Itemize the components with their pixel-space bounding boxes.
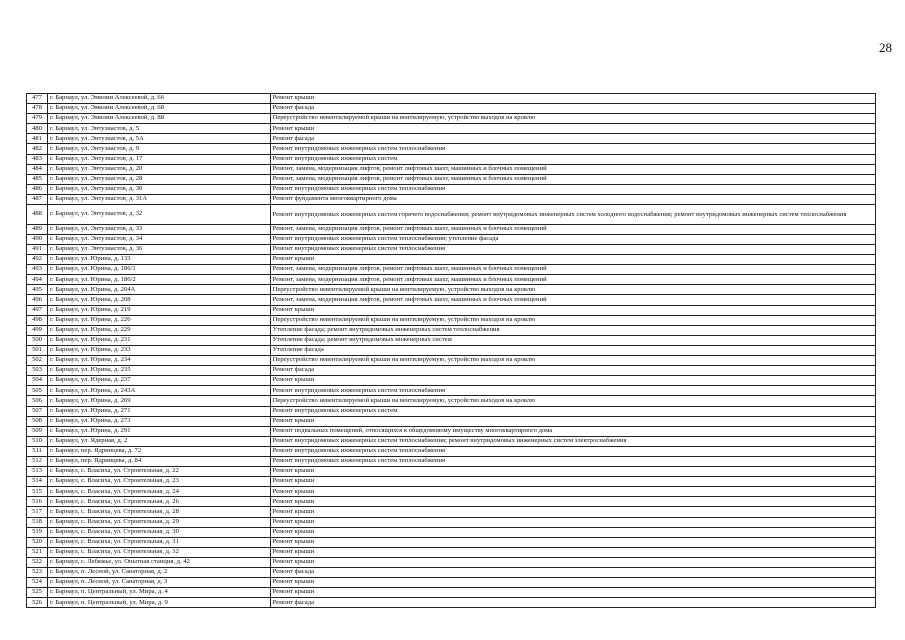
work-type-cell: Утепление фасада; ремонт внутридомовых инженерных систем теплоснабжения — [270, 325, 875, 335]
address-cell: г. Барнаул, с. Власиха, ул. Строительная, д. 29 — [48, 517, 271, 527]
address-cell: г. Барнаул, ул. Юрина, д. 186/2 — [48, 275, 271, 285]
row-number-cell: 508 — [27, 416, 48, 426]
address-cell: г. Барнаул, ул. Энтузиастов, д. 5 — [48, 124, 271, 134]
row-number-cell: 490 — [27, 234, 48, 244]
table-row — [27, 104, 876, 114]
work-type-cell: Ремонт, замена, модернизация лифтов, ремонт лифтовых шахт, машинных и блочных помещений — [270, 265, 875, 275]
row-number-cell: 509 — [27, 426, 48, 436]
address-cell: г. Барнаул, пер. Ядринцева, д. 84 — [48, 456, 271, 466]
table-row — [27, 124, 876, 134]
table-row — [27, 255, 876, 265]
address-cell: г. Барнаул, с. Власиха, ул. Строительная, д. 24 — [48, 487, 271, 497]
work-type-cell: Ремонт фасада — [270, 568, 875, 578]
work-type-cell: Ремонт крыши — [270, 94, 875, 104]
row-number-cell: 499 — [27, 325, 48, 335]
address-cell: г. Барнаул, ул. Энтузиастов, д. 36 — [48, 245, 271, 255]
address-cell: г. Барнаул, ул. Эмилии Алексеевой, д. 68 — [48, 104, 271, 114]
work-type-cell: Ремонт внутридомовых инженерных систем теплоснабжения — [270, 456, 875, 466]
row-number-cell: 512 — [27, 456, 48, 466]
address-cell: г. Барнаул, ул. Юрина, д. 204А — [48, 285, 271, 295]
table-row — [27, 416, 876, 426]
row-number-cell: 506 — [27, 396, 48, 406]
table-row — [27, 285, 876, 295]
table-row — [27, 568, 876, 578]
address-cell: г. Барнаул, пер. Ядринцева, д. 72 — [48, 446, 271, 456]
work-type-cell: Ремонт внутридомовых инженерных систем — [270, 154, 875, 164]
work-type-cell: Ремонт внутридомовых инженерных систем теплоснабжения; утепление фасада — [270, 234, 875, 244]
address-cell: г. Барнаул, с. Власиха, ул. Строительная, д. 23 — [48, 477, 271, 487]
work-type-cell: Ремонт крыши — [270, 578, 875, 588]
work-type-cell: Переустройство невентилируемой крыши на вентилируемую, устройство выходов на кровлю — [270, 356, 875, 366]
row-number-cell: 493 — [27, 265, 48, 275]
row-number-cell: 479 — [27, 114, 48, 124]
row-number-cell: 483 — [27, 154, 48, 164]
work-type-cell: Ремонт крыши — [270, 487, 875, 497]
work-type-cell: Утепление фасада; ремонт внутридомовых инженерных систем — [270, 335, 875, 345]
row-number-cell: 523 — [27, 568, 48, 578]
work-type-cell: Ремонт фасада — [270, 104, 875, 114]
table-row — [27, 205, 876, 225]
table-row — [27, 265, 876, 275]
repair-schedule-table — [26, 93, 876, 608]
address-cell: г. Барнаул, п. Центральный, ул. Мира, д. 4 — [48, 588, 271, 598]
table-row — [27, 164, 876, 174]
table-row — [27, 295, 876, 305]
row-number-cell: 494 — [27, 275, 48, 285]
table-row — [27, 325, 876, 335]
row-number-cell: 502 — [27, 356, 48, 366]
work-type-cell: Ремонт крыши — [270, 305, 875, 315]
address-cell: г. Барнаул, ул. Юрина, д. 219 — [48, 305, 271, 315]
work-type-cell: Ремонт, замена, модернизация лифтов, ремонт лифтовых шахт, машинных и блочных помещений — [270, 295, 875, 305]
work-type-cell: Ремонт внутридомовых инженерных систем теплоснабжения — [270, 446, 875, 456]
row-number-cell: 505 — [27, 386, 48, 396]
work-type-cell: Ремонт фасада — [270, 598, 875, 608]
address-cell: г. Барнаул, ул. Юрина, д. 269 — [48, 396, 271, 406]
table-row — [27, 588, 876, 598]
table-row — [27, 446, 876, 456]
row-number-cell: 492 — [27, 255, 48, 265]
row-number-cell: 514 — [27, 477, 48, 487]
table-row — [27, 366, 876, 376]
work-type-cell: Ремонт внутридомовых инженерных систем теплоснабжения — [270, 184, 875, 194]
table-row — [27, 275, 876, 285]
work-type-cell: Ремонт крыши — [270, 547, 875, 557]
table-row — [27, 345, 876, 355]
row-number-cell: 510 — [27, 436, 48, 446]
work-type-cell: Утепление фасада — [270, 345, 875, 355]
row-number-cell: 497 — [27, 305, 48, 315]
row-number-cell: 518 — [27, 517, 48, 527]
table-row — [27, 386, 876, 396]
table-row — [27, 114, 876, 124]
address-cell: г. Барнаул, ул. Юрина, д. 229 — [48, 325, 271, 335]
work-type-cell: Ремонт крыши — [270, 416, 875, 426]
work-type-cell: Переустройство невентилируемой крыши на вентилируемую, устройство выходов на кровлю — [270, 396, 875, 406]
work-type-cell: Ремонт фундамента многоквартирного дома — [270, 194, 875, 204]
work-type-cell: Переустройство невентилируемой крыши на вентилируемую, устройство выходов на кровлю — [270, 114, 875, 124]
table-row — [27, 547, 876, 557]
work-type-cell: Ремонт крыши — [270, 527, 875, 537]
address-cell: г. Барнаул, ул. Энтузиастов, д. 34 — [48, 234, 271, 244]
address-cell: г. Барнаул, ул. Юрина, д. 291 — [48, 426, 271, 436]
table-row — [27, 557, 876, 567]
work-type-cell: Ремонт внутридомовых инженерных систем теплоснабжения — [270, 245, 875, 255]
address-cell: г. Барнаул, ул. Энтузиастов, д. 33 — [48, 224, 271, 234]
work-type-cell: Ремонт, замена, модернизация лифтов, ремонт лифтовых шахт, машинных и блочных помещений — [270, 224, 875, 234]
address-cell: г. Барнаул, ул. Энтузиастов, д. 31А — [48, 194, 271, 204]
address-cell: г. Барнаул, с. Власиха, ул. Строительная, д. 30 — [48, 527, 271, 537]
row-number-cell: 496 — [27, 295, 48, 305]
row-number-cell: 480 — [27, 124, 48, 134]
address-cell: г. Барнаул, ул. Энтузиастов, д. 9 — [48, 144, 271, 154]
address-cell: г. Барнаул, п. Центральный, ул. Мира, д. 9 — [48, 598, 271, 608]
table-row — [27, 356, 876, 366]
row-number-cell: 504 — [27, 376, 48, 386]
address-cell: г. Барнаул, ул. Юрина, д. 226 — [48, 315, 271, 325]
address-cell: г. Барнаул, с. Власиха, ул. Строительная, д. 32 — [48, 547, 271, 557]
table-row — [27, 537, 876, 547]
address-cell: г. Барнаул, ул. Эмилии Алексеевой, д. 88 — [48, 114, 271, 124]
address-cell: г. Барнаул, ул. Юрина, д. 186/1 — [48, 265, 271, 275]
row-number-cell: 513 — [27, 467, 48, 477]
address-cell: г. Барнаул, п. Лесной, ул. Санаторная, д. 3 — [48, 578, 271, 588]
address-cell: г. Барнаул, ул. Юрина, д. 235 — [48, 366, 271, 376]
table-row — [27, 245, 876, 255]
work-type-cell: Переустройство невентилируемой крыши на вентилируемую, устройство выходов на кровлю — [270, 315, 875, 325]
table-row — [27, 376, 876, 386]
work-type-cell: Ремонт фасада — [270, 134, 875, 144]
address-cell: г. Барнаул, ул. Юрина, д. 273 — [48, 416, 271, 426]
address-cell: г. Барнаул, ул. Энтузиастов, д. 5А — [48, 134, 271, 144]
table-row — [27, 436, 876, 446]
row-number-cell: 500 — [27, 335, 48, 345]
address-cell: г. Барнаул, ул. Энтузиастов, д. 32 — [48, 205, 271, 225]
work-type-cell: Ремонт внутридомовых инженерных систем горячего водоснабжения; ремонт внутридомовых инженерных систем холодного водоснабжения; ремонт внутридомовых инженерных систем теплоснабжения — [270, 205, 875, 225]
address-cell: г. Барнаул, ул. Юрина, д. 271 — [48, 406, 271, 416]
address-cell: г. Барнаул, с. Власиха, ул. Строительная, д. 31 — [48, 537, 271, 547]
row-number-cell: 503 — [27, 366, 48, 376]
work-type-cell: Ремонт крыши — [270, 537, 875, 547]
address-cell: г. Барнаул, ул. Юрина, д. 133 — [48, 255, 271, 265]
row-number-cell: 516 — [27, 497, 48, 507]
table-row — [27, 487, 876, 497]
row-number-cell: 526 — [27, 598, 48, 608]
work-type-cell: Ремонт крыши — [270, 517, 875, 527]
table-body — [27, 94, 876, 608]
row-number-cell: 478 — [27, 104, 48, 114]
work-type-cell: Ремонт внутридомовых инженерных систем теплоснабжения — [270, 386, 875, 396]
address-cell: г. Барнаул, ул. Эмилии Алексеевой, д. 66 — [48, 94, 271, 104]
row-number-cell: 484 — [27, 164, 48, 174]
work-type-cell: Ремонт крыши — [270, 467, 875, 477]
row-number-cell: 488 — [27, 205, 48, 225]
address-cell: г. Барнаул, п. Лесной, ул. Санаторная, д. 2 — [48, 568, 271, 578]
work-type-cell: Ремонт внутридомовых инженерных систем — [270, 406, 875, 416]
work-type-cell: Ремонт крыши — [270, 376, 875, 386]
row-number-cell: 481 — [27, 134, 48, 144]
row-number-cell: 482 — [27, 144, 48, 154]
row-number-cell: 511 — [27, 446, 48, 456]
address-cell: г. Барнаул, ул. Юрина, д. 233 — [48, 345, 271, 355]
address-cell: г. Барнаул, ул. Энтузиастов, д. 28 — [48, 174, 271, 184]
row-number-cell: 486 — [27, 184, 48, 194]
page-number: 28 — [879, 40, 892, 55]
work-type-cell: Переустройство невентилируемой крыши на вентилируемую, устройство выходов на кровлю — [270, 285, 875, 295]
table-row — [27, 396, 876, 406]
table-row — [27, 578, 876, 588]
table-row — [27, 507, 876, 517]
work-type-cell: Ремонт фасада — [270, 366, 875, 376]
work-type-cell: Ремонт, замена, модернизация лифтов, ремонт лифтовых шахт, машинных и блочных помещений — [270, 164, 875, 174]
table-row — [27, 315, 876, 325]
work-type-cell: Ремонт крыши — [270, 477, 875, 487]
work-type-cell: Ремонт, замена, модернизация лифтов, ремонт лифтовых шахт, машинных и блочных помещений — [270, 275, 875, 285]
table-row — [27, 134, 876, 144]
address-cell: г. Барнаул, ул. Юрина, д. 243А — [48, 386, 271, 396]
table-row — [27, 305, 876, 315]
work-type-cell: Ремонт крыши — [270, 507, 875, 517]
work-type-cell: Ремонт крыши — [270, 124, 875, 134]
work-type-cell: Ремонт внутридомовых инженерных систем теплоснабжения; ремонт внутридомовых инженерных систем электроснабжения — [270, 436, 875, 446]
row-number-cell: 489 — [27, 224, 48, 234]
row-number-cell: 524 — [27, 578, 48, 588]
work-type-cell: Ремонт крыши — [270, 497, 875, 507]
table-row — [27, 94, 876, 104]
table-row — [27, 598, 876, 608]
table-row — [27, 497, 876, 507]
address-cell: г. Барнаул, ул. Юрина, д. 237 — [48, 376, 271, 386]
row-number-cell: 519 — [27, 527, 48, 537]
row-number-cell: 501 — [27, 345, 48, 355]
address-cell: г. Барнаул, ул. Энтузиастов, д. 17 — [48, 154, 271, 164]
table-row — [27, 477, 876, 487]
work-type-cell: Ремонт, замена, модернизация лифтов, ремонт лифтовых шахт, машинных и блочных помещений — [270, 174, 875, 184]
table-row — [27, 406, 876, 416]
table-row — [27, 194, 876, 204]
work-type-cell: Ремонт крыши — [270, 588, 875, 598]
address-cell: г. Барнаул, с. Лебяжье, ул. Опытная станция, д. 42 — [48, 557, 271, 567]
table-row — [27, 426, 876, 436]
table-row — [27, 335, 876, 345]
address-cell: г. Барнаул, с. Власиха, ул. Строительная, д. 26 — [48, 497, 271, 507]
row-number-cell: 515 — [27, 487, 48, 497]
table-row — [27, 144, 876, 154]
row-number-cell: 517 — [27, 507, 48, 517]
row-number-cell: 477 — [27, 94, 48, 104]
row-number-cell: 487 — [27, 194, 48, 204]
address-cell: г. Барнаул, ул. Энтузиастов, д. 20 — [48, 164, 271, 174]
row-number-cell: 507 — [27, 406, 48, 416]
row-number-cell: 520 — [27, 537, 48, 547]
row-number-cell: 521 — [27, 547, 48, 557]
row-number-cell: 525 — [27, 588, 48, 598]
work-type-cell: Ремонт крыши — [270, 557, 875, 567]
table-row — [27, 224, 876, 234]
work-type-cell: Ремонт подвальных помещений, относящихся к общедомовому имуществу многоквартирного дома — [270, 426, 875, 436]
table-row — [27, 467, 876, 477]
row-number-cell: 495 — [27, 285, 48, 295]
table-row — [27, 154, 876, 164]
table-row — [27, 456, 876, 466]
row-number-cell: 491 — [27, 245, 48, 255]
address-cell: г. Барнаул, с. Власиха, ул. Строительная, д. 22 — [48, 467, 271, 477]
table-row — [27, 527, 876, 537]
table-row — [27, 517, 876, 527]
address-cell: г. Барнаул, ул. Юрина, д. 234 — [48, 356, 271, 366]
work-type-cell: Ремонт внутридомовых инженерных систем теплоснабжения — [270, 144, 875, 154]
address-cell: г. Барнаул, ул. Юрина, д. 208 — [48, 295, 271, 305]
table-row — [27, 174, 876, 184]
address-cell: г. Барнаул, с. Власиха, ул. Строительная, д. 28 — [48, 507, 271, 517]
address-cell: г. Барнаул, ул. Энтузиастов, д. 30 — [48, 184, 271, 194]
address-cell: г. Барнаул, ул. Ядерная, д. 2 — [48, 436, 271, 446]
row-number-cell: 485 — [27, 174, 48, 184]
address-cell: г. Барнаул, ул. Юрина, д. 231 — [48, 335, 271, 345]
table-row — [27, 234, 876, 244]
row-number-cell: 522 — [27, 557, 48, 567]
work-type-cell: Ремонт крыши — [270, 255, 875, 265]
row-number-cell: 498 — [27, 315, 48, 325]
table-row — [27, 184, 876, 194]
